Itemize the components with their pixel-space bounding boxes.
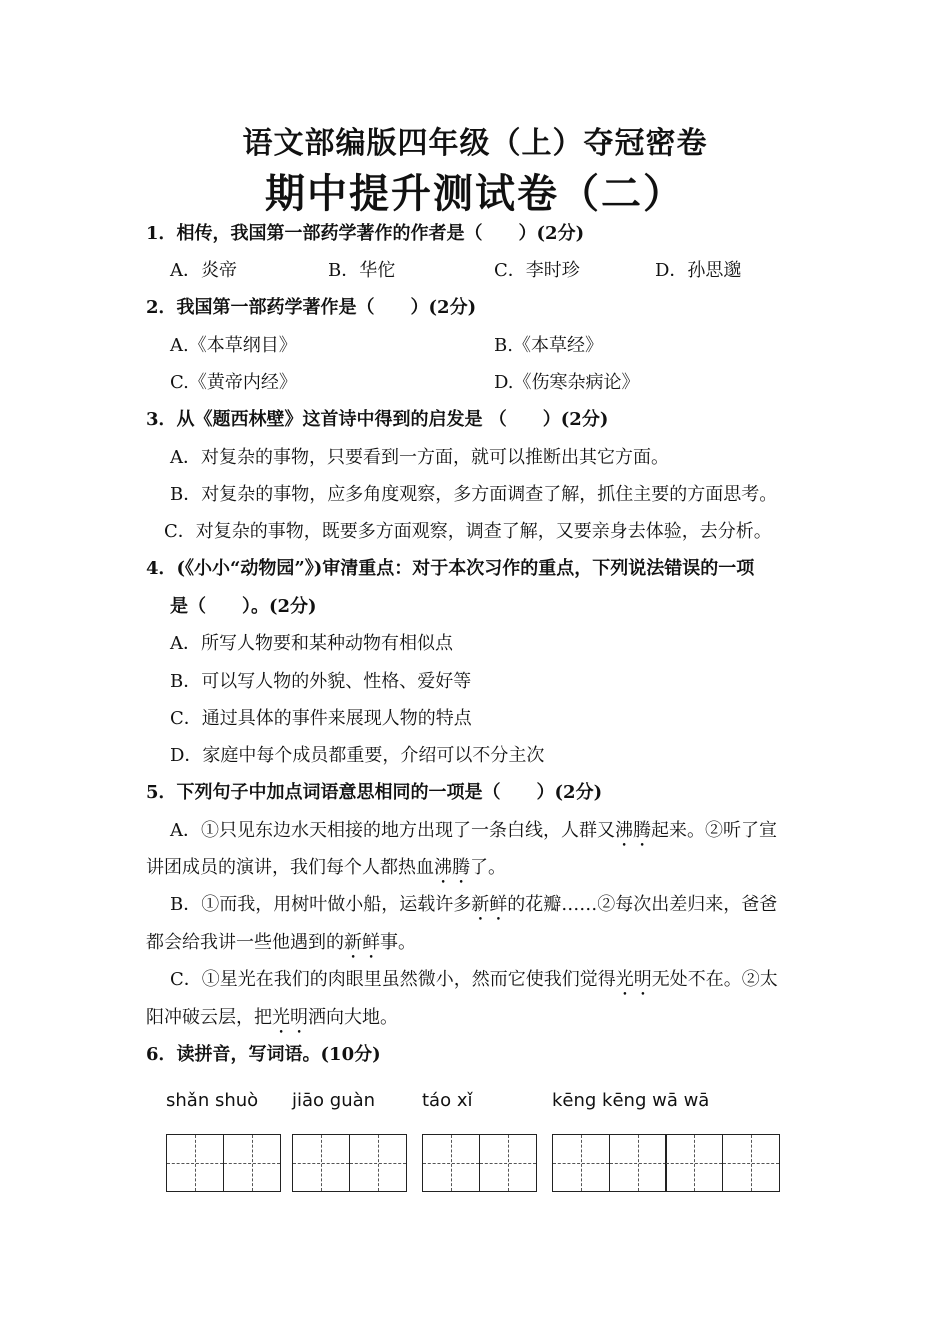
pinyin-2: jiāo guàn bbox=[292, 1090, 376, 1111]
option-text: 讲团成员的演讲，我们每个人都热血 bbox=[146, 857, 434, 878]
writing-grid-2[interactable] bbox=[292, 1134, 407, 1192]
writing-cell[interactable] bbox=[422, 1134, 480, 1192]
option-text: C．①星光在我们的肉眼里虽然微小，然而它使我们觉得 bbox=[170, 969, 616, 990]
option-text: 洒向大地。 bbox=[308, 1007, 398, 1028]
question-4-option-a: A．所写人物要和某种动物有相似点 bbox=[170, 633, 453, 654]
option-text: 阳冲破云层，把 bbox=[146, 1007, 272, 1028]
question-3-option-c: C．对复杂的事物，既要多方面观察，调查了解，又要亲身去体验，去分析。 bbox=[164, 521, 772, 542]
pinyin-4: kēng kēng wā wā bbox=[552, 1090, 710, 1111]
question-2-option-c: C.《黄帝内经》 bbox=[170, 372, 297, 393]
question-2-stem: 2．我国第一部药学著作是（ ）(2分) bbox=[146, 297, 477, 318]
writing-cell[interactable] bbox=[722, 1134, 780, 1192]
question-1-option-b: B．华佗 bbox=[328, 260, 396, 281]
option-text: 了。 bbox=[470, 857, 506, 878]
option-text: 都会给我讲一些他遇到的 bbox=[146, 932, 344, 953]
option-text: 无处不在。②太 bbox=[651, 969, 778, 990]
writing-grid-1[interactable] bbox=[166, 1134, 281, 1192]
question-5-option-c-line-1 bbox=[170, 968, 778, 1000]
writing-grid-3[interactable] bbox=[422, 1134, 537, 1192]
question-6-stem: 6．读拼音，写词语。(10分) bbox=[146, 1044, 381, 1065]
question-5-stem: 5．下列句子中加点词语意思相同的一项是（ ）(2分) bbox=[146, 782, 603, 803]
question-3-stem: 3．从《题西林壁》这首诗中得到的启发是 （ ）(2分) bbox=[146, 409, 609, 430]
writing-cell[interactable] bbox=[479, 1134, 537, 1192]
question-1-option-c: C．李时珍 bbox=[494, 260, 580, 281]
option-text: B．①而我，用树叶做小船，运载许多 bbox=[170, 894, 472, 915]
question-2-option-a: A.《本草纲目》 bbox=[170, 335, 297, 356]
question-1-option-d: D．孙思邈 bbox=[655, 260, 742, 281]
question-2-option-d: D.《伤寒杂病论》 bbox=[494, 372, 640, 393]
exam-title: 语文部编版四年级（上）夺冠密卷 bbox=[242, 126, 708, 161]
writing-cell[interactable] bbox=[552, 1134, 610, 1192]
writing-grid-4[interactable] bbox=[552, 1134, 780, 1192]
option-text: 的花瓣……②每次出差归来，爸爸 bbox=[507, 894, 778, 915]
question-1-stem: 1．相传，我国第一部药学著作的作者是（ ）(2分) bbox=[146, 223, 585, 244]
question-2-option-b: B.《本草经》 bbox=[494, 335, 603, 356]
question-4-option-b: B．可以写人物的外貌、性格、爱好等 bbox=[170, 671, 472, 692]
question-4-option-d: D．家庭中每个成员都重要，介绍可以不分主次 bbox=[170, 745, 545, 766]
question-3-option-a: A．对复杂的事物，只要看到一方面，就可以推断出其它方面。 bbox=[170, 447, 669, 468]
question-4-stem: 4．(《小小“动物园”》)审清重点：对于本次习作的重点，下列说法错误的一项 bbox=[146, 558, 755, 579]
question-3-option-b: B．对复杂的事物，应多角度观察，多方面调查了解，抓住主要的方面思考。 bbox=[170, 484, 778, 505]
question-5-option-a-line-2 bbox=[146, 856, 506, 888]
question-1-option-a: A．炎帝 bbox=[170, 260, 237, 281]
question-5-option-a-line-1 bbox=[170, 819, 777, 851]
question-5-option-c-line-2 bbox=[146, 1006, 398, 1038]
dotted-word: 新鲜 bbox=[471, 894, 508, 915]
writing-cell[interactable] bbox=[665, 1134, 723, 1192]
question-4-stem-continued: 是（ ）。(2分) bbox=[170, 596, 317, 617]
writing-cell[interactable] bbox=[349, 1134, 407, 1192]
writing-cell[interactable] bbox=[292, 1134, 350, 1192]
question-5-option-b-line-2 bbox=[146, 931, 416, 963]
dotted-word: 光明 bbox=[272, 1007, 308, 1028]
option-text: A．①只见东边水天相接的地方出现了一条白线，人群又 bbox=[170, 820, 615, 841]
writing-cell[interactable] bbox=[223, 1134, 281, 1192]
dotted-word: 光明 bbox=[615, 969, 652, 990]
pinyin-3: táo xǐ bbox=[422, 1090, 473, 1111]
writing-cell[interactable] bbox=[166, 1134, 224, 1192]
dotted-word: 沸腾 bbox=[615, 820, 651, 841]
question-4-option-c: C．通过具体的事件来展现人物的特点 bbox=[170, 708, 472, 729]
pinyin-1: shǎn shuò bbox=[166, 1090, 259, 1111]
dotted-word: 新鲜 bbox=[344, 932, 380, 953]
dotted-word: 沸腾 bbox=[434, 857, 470, 878]
exam-subtitle: 期中提升测试卷（二） bbox=[265, 170, 685, 217]
option-text: 事。 bbox=[380, 932, 416, 953]
option-text: 起来。②听了宣 bbox=[651, 820, 777, 841]
question-5-option-b-line-1 bbox=[170, 893, 777, 925]
writing-cell[interactable] bbox=[609, 1134, 667, 1192]
